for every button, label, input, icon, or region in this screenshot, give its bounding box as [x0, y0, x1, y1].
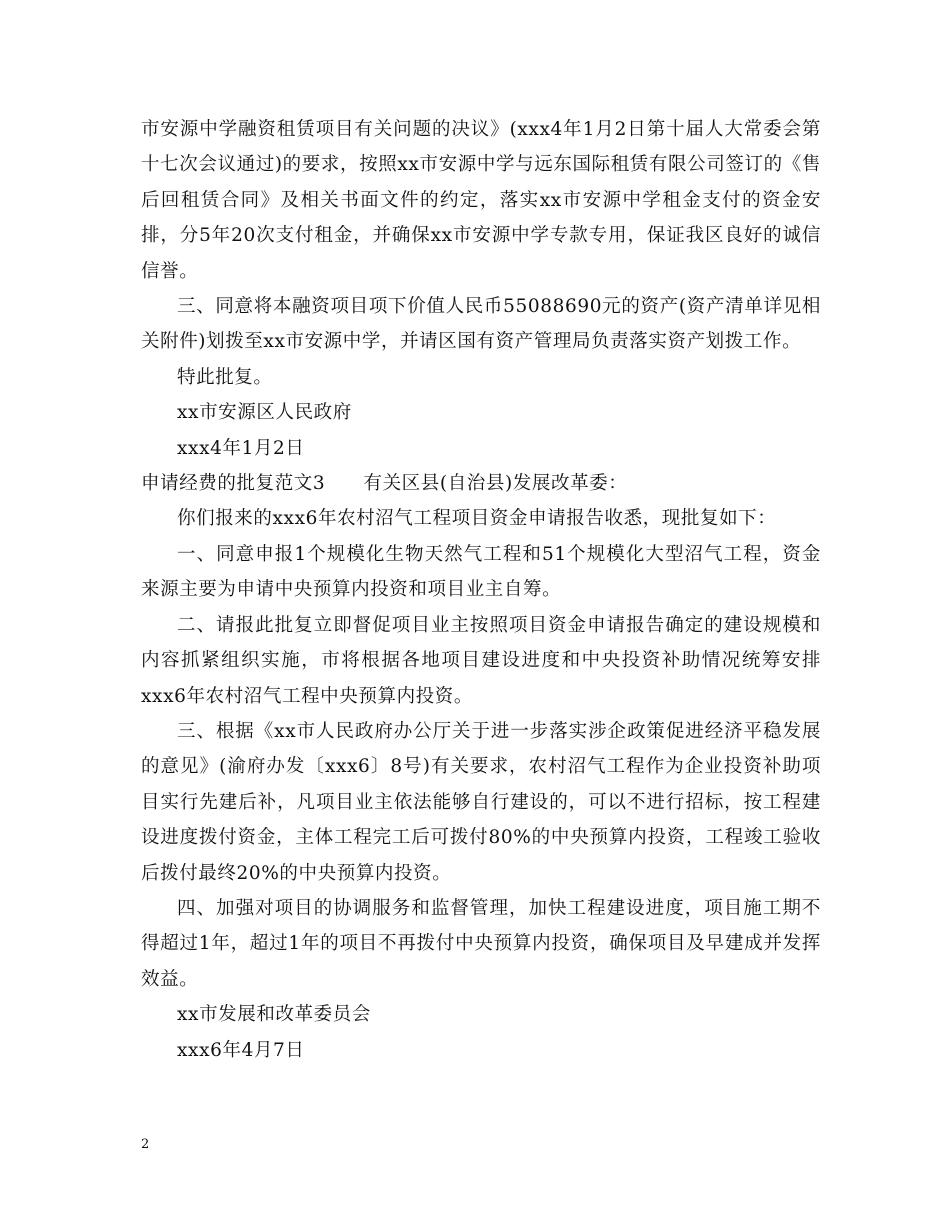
- paragraph-item-three-asset-transfer: 三、同意将本融资项目项下价值人民币55088690元的资产(资产清单详见相关附件)划拨至xx市安源中学，并请区国有资产管理局负责落实资产划拨工作。: [141, 296, 821, 353]
- paragraph-intro-reply: 你们报来的xxx6年农村沼气工程项目资金申请报告收悉，现批复如下：: [177, 508, 777, 530]
- page-number: 2: [141, 1137, 150, 1152]
- signature-organization-2: xx市发展和改革委员会: [177, 1004, 371, 1026]
- paragraph-item-three: 三、根据《xx市人民政府办公厅关于进一步落实涉企政策促进经济平稳发展的意见》(渝府办发〔xxx6〕8号)有关要求，农村沼气工程作为企业投资补助项目实行先建后补，凡项目业主依法能够自行建设的，可以不进行招标，按工程建设进度拨付资金，主体工程完工后可拨付80%的中央预算内投资，工程竣工验收后拨付最终20%的中央预算内投资。: [141, 720, 821, 884]
- paragraph-item-one: 一、同意申报1个规模化生物天然气工程和51个规模化大型沼气工程，资金来源主要为申请中央预算内投资和项目业主自筹。: [141, 543, 821, 601]
- paragraph-closing-reply: 特此批复。: [177, 366, 273, 388]
- paragraph-item-four: 四、加强对项目的协调服务和监督管理，加快工程建设进度，项目施工期不得超过1年，超过1年的项目不再拨付中央预算内投资，确保项目及早建成并发挥效益。: [141, 897, 821, 990]
- signature-organization-1: xx市安源区人民政府: [177, 402, 352, 424]
- paragraph-item-two: 二、请报此批复立即督促项目业主按照项目资金申请报告确定的建设规模和内容抓紧组织实施，市将根据各地项目建设进度和中央投资补助情况统筹安排xxx6年农村沼气工程中央预算内投资。: [141, 614, 821, 707]
- signature-date-2: xxx6年4月7日: [177, 1039, 305, 1061]
- section-heading-sample-3: 申请经费的批复范文3 有关区县(自治县)发展改革委：: [141, 473, 628, 495]
- document-body: [141, 112, 821, 1068]
- signature-date-1: xxx4年1月2日: [177, 437, 305, 459]
- paragraph-resolution-continued: 市安源中学融资租赁项目有关问题的决议》(xxx4年1月2日第十届人大常委会第十七次会议通过)的要求，按照xx市安源中学与远东国际租赁有限公司签订的《售后回租赁合同》及相关书面文件的约定，落实xx市安源中学租金支付的资金安排，分5年20次支付租金，并确保xx市安源中学专款专用，保证我区良好的诚信信誉。: [141, 119, 821, 282]
